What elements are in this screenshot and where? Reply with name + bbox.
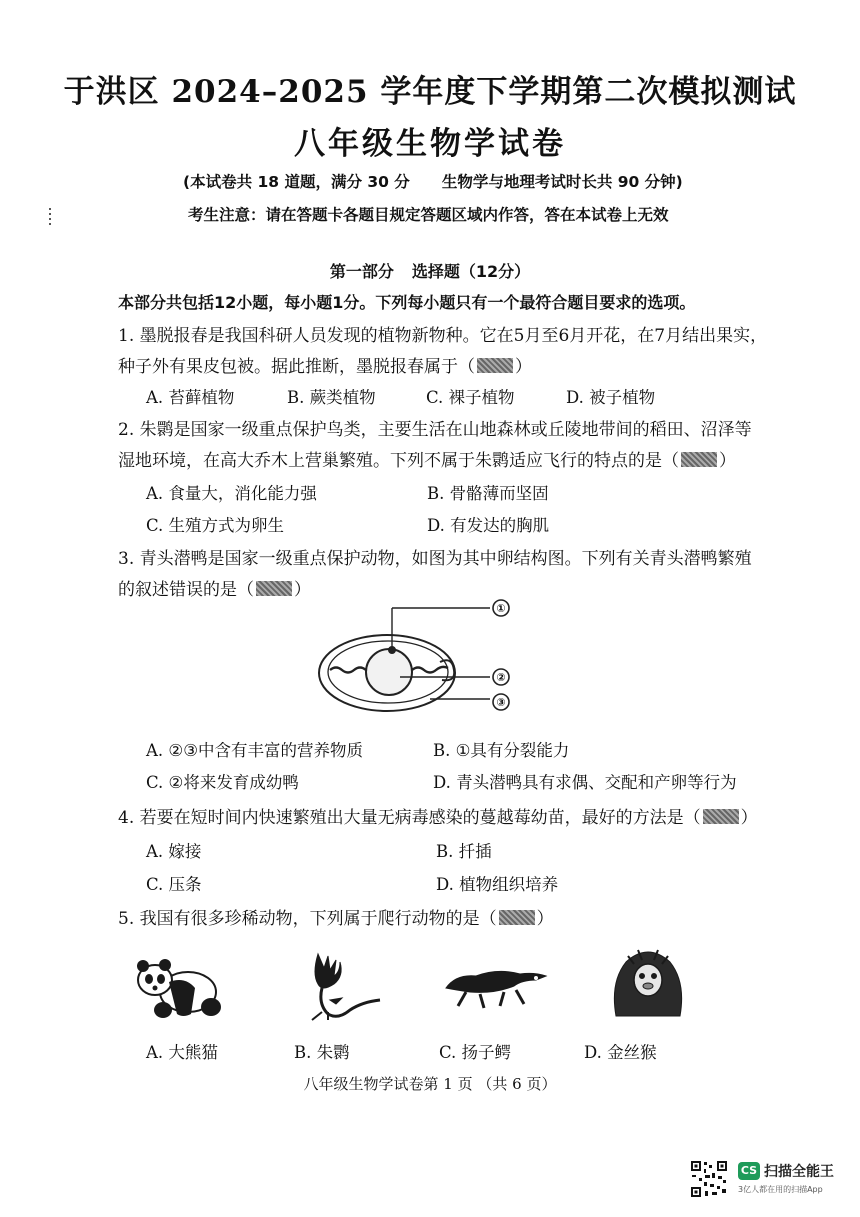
exam-title: 于洪区 2024–2025 学年度下学期第二次模拟测试 <box>63 74 797 110</box>
q2-stem-line2 <box>118 446 736 471</box>
q4-option-a: A. 嫁接 <box>146 842 202 861</box>
section-part: 第一部分 <box>329 262 394 281</box>
q3-option-d: D. 青头潜鸭具有求偶、交配和产卵等行为 <box>433 773 737 792</box>
exam-info <box>183 170 683 192</box>
q4-option-d: D. 植物组织培养 <box>436 875 559 894</box>
cs-tagline: 3亿人都在用的扫描App <box>738 1185 823 1194</box>
egg-structure-diagram <box>300 592 540 722</box>
q2-option-a: A. 食量大，消化能力强 <box>146 484 317 503</box>
q3-option-a: A. ②③中含有丰富的营养物质 <box>146 741 363 760</box>
q4-stem-text: 4. 若要在短时间内快速繁殖出大量无病毒感染的蔓越莓幼苗，最好的方法是（ <box>118 808 701 828</box>
q5-option-b: B. 朱鹮 <box>294 1043 350 1062</box>
qr-code-icon <box>690 1160 728 1198</box>
q5-option-a: A. 大熊猫 <box>146 1043 218 1062</box>
q5-stem-close: ） <box>536 909 554 929</box>
chalaza-right <box>412 667 448 673</box>
q3-option-c: C. ②将来发育成幼鸭 <box>146 773 299 792</box>
chalaza-left <box>330 668 366 673</box>
answer-blank <box>681 452 717 467</box>
q3-stem-close: ） <box>294 580 311 600</box>
exam-notice: 考生注意：请在答题卡各题目规定答题区域内作答，答在本试卷上无效 <box>188 206 669 224</box>
q5-stem-text: 5. 我国有很多珍稀动物，下列属于爬行动物的是（ <box>118 909 497 929</box>
q5-option-d: D. 金丝猴 <box>584 1043 657 1062</box>
label-1: ① <box>496 602 506 615</box>
section-heading <box>0 259 860 282</box>
q4-stem-close: ） <box>740 808 758 828</box>
q1-option-a: A. 苔藓植物 <box>146 388 235 407</box>
q1-stem-close: ） <box>515 357 532 377</box>
q1-option-c: C. 裸子植物 <box>426 388 515 407</box>
q5-stem-line1 <box>118 904 554 929</box>
q1-stem-line1: 1. 墨脱报春是我国科研人员发现的植物新物种。它在5月至6月开花，在7月结出果实， <box>118 326 768 346</box>
cs-brand: 扫描全能王 <box>764 1164 834 1180</box>
q1-stem-text: 种子外有果皮包被。据此推断，墨脱报春属于（ <box>118 357 475 377</box>
label-3: ③ <box>496 696 506 709</box>
q4-stem-line1 <box>118 803 758 828</box>
golden-monkey-image <box>608 946 688 1018</box>
panda-image <box>133 952 228 1022</box>
exam-info-time: 生物学与地理考试时长共 90 分钟) <box>441 173 683 191</box>
answer-blank <box>703 809 739 824</box>
answer-blank <box>499 910 535 925</box>
q2-stem-text: 湿地环境，在高大乔木上营巢繁殖。下列不属于朱鹮适应飞行的特点的是（ <box>118 451 679 471</box>
cs-logo: CS <box>738 1162 760 1180</box>
q2-stem-close: ） <box>719 451 736 471</box>
label-2: ② <box>496 671 506 684</box>
q1-option-b: B. 蕨类植物 <box>287 388 376 407</box>
q3-stem-line1: 3. 青头潜鸭是国家一级重点保护动物，如图为其中卵结构图。下列有关青头潜鸭繁殖 <box>118 549 752 569</box>
q3-stem-line2 <box>118 575 311 600</box>
answer-blank <box>477 358 513 373</box>
egg-yolk <box>366 649 412 695</box>
crested-ibis-image <box>300 950 390 1022</box>
q4-option-b: B. 扦插 <box>436 842 492 861</box>
q1-option-d: D. 被子植物 <box>566 388 656 407</box>
q3-option-b: B. ①具有分裂能力 <box>433 741 570 760</box>
q2-option-d: D. 有发达的胸肌 <box>427 516 550 535</box>
q5-option-c: C. 扬子鳄 <box>439 1043 512 1062</box>
binding-dots <box>49 208 52 228</box>
q2-stem-line1: 2. 朱鹮是国家一级重点保护鸟类，主要生活在山地森林或丘陵地带间的稻田、沼泽等 <box>118 420 752 440</box>
answer-blank <box>256 581 292 596</box>
q4-option-c: C. 压条 <box>146 875 202 894</box>
q2-option-b: B. 骨骼薄而坚固 <box>427 484 549 503</box>
section-name: 选择题（12分） <box>411 262 531 281</box>
exam-info-score: (本试卷共 18 道题，满分 30 分 <box>183 173 410 191</box>
page-footer: 八年级生物学试卷第 1 页 （共 6 页） <box>303 1075 557 1093</box>
section-intro: 本部分共包括12小题，每小题1分。下列每小题只有一个最符合题目要求的选项。 <box>118 293 696 312</box>
q3-stem-text: 的叙述错误的是（ <box>118 580 254 600</box>
chinese-alligator-image <box>440 958 550 1014</box>
exam-subtitle: 八年级生物学试卷 <box>294 126 566 162</box>
q2-option-c: C. 生殖方式为卵生 <box>146 516 285 535</box>
q1-stem-line2 <box>118 352 532 377</box>
